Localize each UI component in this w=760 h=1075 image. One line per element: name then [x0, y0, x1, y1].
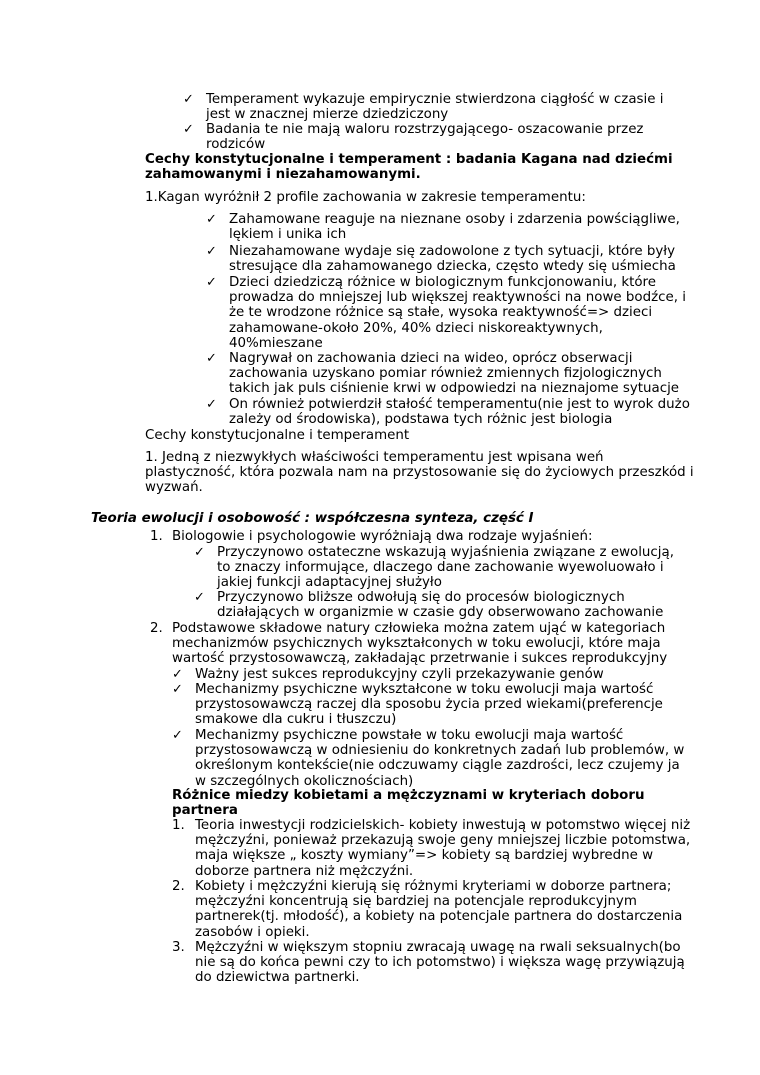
checkmark-icon: ✓	[183, 122, 194, 137]
checkmark-icon: ✓	[206, 275, 217, 290]
checkmark-icon: ✓	[183, 92, 194, 107]
text-line: Badania te nie mają waloru rozstrzygającego- oszacowanie przez	[206, 122, 644, 137]
list-number: 2.	[172, 879, 185, 894]
partner-heading: Różnice miedzy kobietami a mężczyznami w kryteriach doboru partnera	[172, 788, 645, 819]
evolution-heading: Teoria ewolucji i osobowość : współczesna synteza, część I	[91, 511, 534, 526]
section2-label: Cechy konstytucjonalne i temperament	[145, 428, 410, 443]
checkmark-icon: ✓	[206, 212, 217, 227]
text-line: Temperament wykazuje empirycznie stwierdzona ciągłość w czasie i	[206, 92, 664, 107]
checkmark-icon: ✓	[172, 728, 183, 743]
checkmark-icon: ✓	[172, 667, 183, 682]
text-line: jest w znacznej mierze dziedziczony	[206, 107, 449, 123]
checkmark-icon: ✓	[194, 590, 205, 605]
list-item-text: Biologowie i psychologowie wyróżniają dwa rodzaje wyjaśnień:	[172, 529, 593, 544]
list-number: 1.	[172, 818, 185, 833]
section2-paragraph: 1. Jedną z niezwykłych właściwości temperamentu jest wpisana weń plastyczność, która pozwala nam na przystosowanie się do życiowych przeszkód i wyzwań.	[145, 450, 694, 496]
checkmark-icon: ✓	[172, 682, 183, 697]
checkmark-icon: ✓	[194, 545, 205, 560]
checkmark-icon: ✓	[206, 351, 217, 366]
list-number: 2.	[150, 621, 163, 636]
list-number: 3.	[172, 940, 185, 955]
text-line: rodziców	[206, 137, 266, 153]
checkmark-icon: ✓	[206, 397, 217, 412]
checkmark-icon: ✓	[206, 244, 217, 259]
kagan-intro: 1.Kagan wyróżnił 2 profile zachowania w zakresie temperamentu:	[145, 190, 586, 205]
kagan-heading: Cechy konstytucjonalne i temperament : badania Kagana nad dziećmi zahamowanymi i niezahamowanymi.	[145, 152, 673, 183]
list-number: 1.	[150, 529, 163, 544]
